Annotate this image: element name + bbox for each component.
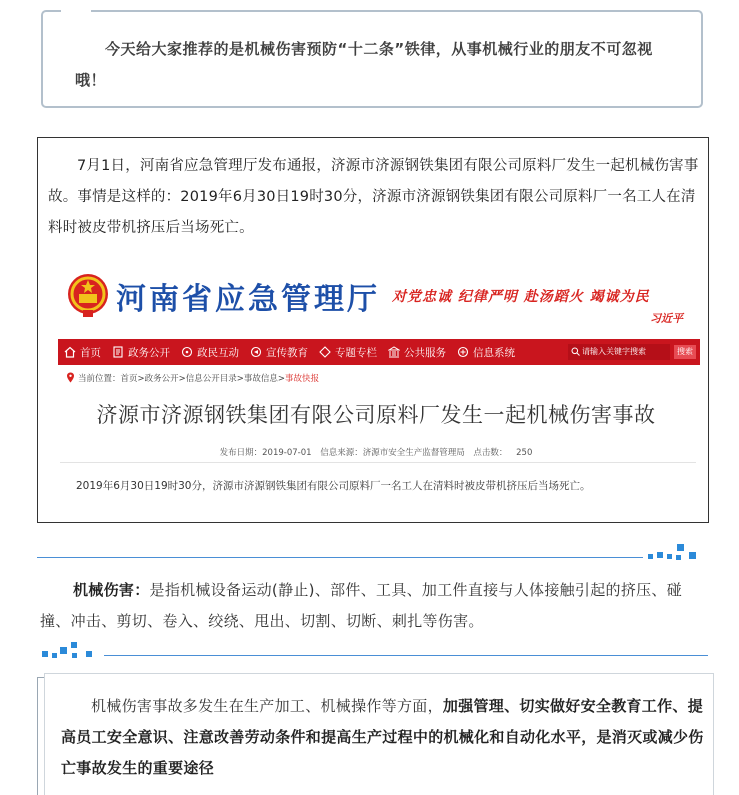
nav-item-label: 专题专栏 (335, 346, 377, 359)
news-box (37, 137, 709, 523)
nav-item-info-system[interactable] (457, 345, 515, 360)
nav-item-topics[interactable] (319, 345, 377, 360)
nav-item-public-service[interactable] (388, 345, 446, 360)
home-icon (64, 346, 76, 358)
megaphone-icon (250, 346, 262, 358)
nav-item-label: 信息系统 (473, 346, 515, 359)
decorative-dots-icon (42, 641, 98, 661)
nav-item-label: 首页 (80, 346, 101, 359)
nav-item-interaction[interactable] (181, 345, 239, 360)
decorative-dots-icon (648, 544, 704, 564)
search-icon (571, 347, 580, 356)
definition-paragraph (40, 575, 706, 637)
search-placeholder: 请输入关键字搜索 (582, 347, 646, 356)
section-divider-bottom (104, 655, 708, 656)
slogan: 对党忠诚 纪律严明 赴汤蹈火 竭诚为民 (392, 289, 650, 305)
nav-item-home[interactable] (64, 345, 101, 360)
intro-text: 今天给大家推荐的是机械伤害预防“十二条”铁律，从事机械行业的朋友不可忽视哦！ (75, 40, 653, 89)
summary-box-inner (44, 673, 714, 795)
system-icon (457, 346, 469, 358)
embedded-news-screenshot (52, 266, 700, 506)
definition-term: 机械伤害： (73, 581, 150, 599)
building-icon (388, 346, 400, 358)
article-meta: 发布日期：2019-07-01 信息来源：济源市安全生产监督管理局 点击数： 250 (219, 448, 533, 458)
nav-item-open-government[interactable] (112, 345, 170, 360)
topic-icon (319, 346, 331, 358)
signature: 习近平 (650, 312, 683, 325)
intro-box (41, 10, 703, 108)
breadcrumb (78, 372, 319, 384)
search-input[interactable] (568, 344, 670, 360)
section-divider-top (37, 557, 643, 558)
breadcrumb-current[interactable]: 事故快报 (285, 374, 320, 384)
article-title: 济源市济源钢铁集团有限公司原料厂发生一起机械伤害事故 (96, 403, 656, 427)
summary-text-bold: 加强管理、切实做好安全教育工作、提高员工安全意识、注意改善劳动条件和提高生产过程中的机械化和自动化水平，是消灭或减少伤亡事故发生的重要途径 (61, 697, 704, 777)
news-text: 7月1日，河南省应急管理厅发布通报，济源市济源钢铁集团有限公司原料厂发生一起机械伤害事故。事情是这样的：2019年6月30日19时30分，济源市济源钢铁集团有限公司原料厂一名工人在清料时被皮带机挤压后当场死亡。 (48, 158, 699, 236)
summary-text-plain: 机械伤害事故多发生在生产加工、机械操作等方面， (91, 697, 443, 715)
nav-item-label: 政务公开 (128, 346, 170, 359)
site-title: 河南省应急管理厅 (116, 282, 380, 317)
nav-item-label: 宣传教育 (266, 346, 308, 359)
summary-text (61, 691, 705, 784)
intro-box-notch (61, 9, 91, 15)
nav-item-label: 政民互动 (197, 346, 239, 359)
search-button[interactable]: 搜索 (674, 345, 696, 359)
definition-text: 是指机械设备运动(静止)、部件、工具、加工件直接与人体接触引起的挤压、碰撞、冲击、剪切、卷入、绞绕、甩出、切割、切断、刺扎等伤害。 (40, 581, 683, 630)
article-body: 2019年6月30日19时30分，济源市济源钢铁集团有限公司原料厂一名工人在清料时被皮带机挤压后当场死亡。 (76, 480, 591, 492)
summary-box (37, 677, 709, 795)
nav-item-label: 公共服务 (404, 346, 446, 359)
chat-icon (181, 346, 193, 358)
document-icon (112, 346, 124, 358)
breadcrumb-path[interactable]: 当前位置：首页>政务公开>信息公开目录>事故信息> (78, 374, 285, 384)
nav-bar (58, 339, 700, 365)
national-emblem-icon (66, 272, 110, 318)
nav-item-education[interactable] (250, 345, 308, 360)
location-pin-icon (66, 372, 75, 383)
article-divider (60, 462, 696, 463)
